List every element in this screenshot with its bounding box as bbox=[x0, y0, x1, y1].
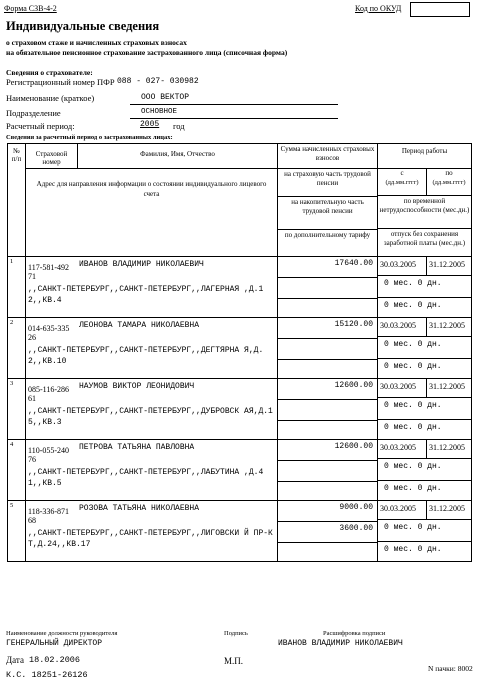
form-code: Форма СЗВ-4-2 bbox=[4, 4, 57, 13]
page-title: Индивидуальные сведения bbox=[6, 19, 160, 33]
leave-days: 0 мес. 0 дн. bbox=[384, 545, 442, 554]
col-to-format: (дд.мм.гггг) bbox=[432, 179, 466, 186]
disability-days: 0 мес. 0 дн. bbox=[378, 337, 471, 359]
person-address: ,,САНКТ-ПЕТЕРБУРГ,,САНКТ-ПЕТЕРБУРГ,,ЛАГЕРНАЯ ,Д.12,,КВ.4 bbox=[28, 285, 264, 305]
leave-days: 0 мес. 0 дн. bbox=[384, 484, 442, 493]
col-leave-header: отпуск без сохранения заработной платы (мес.дн.) bbox=[383, 230, 466, 247]
table-row bbox=[8, 379, 472, 440]
period-to: 31.12.2005 bbox=[429, 382, 465, 391]
row-number: 5 bbox=[8, 501, 26, 562]
period-suffix: год bbox=[173, 121, 185, 131]
period-value: 2005 bbox=[140, 120, 160, 129]
signature-label: Подпись bbox=[224, 630, 248, 637]
pack-number: N пачки: 8002 bbox=[428, 664, 473, 673]
sum-insurance: 15120.00 bbox=[278, 318, 377, 339]
disability-days: 0 мес. 0 дн. bbox=[378, 276, 471, 298]
sum-funded bbox=[278, 461, 377, 482]
person-address: ,,САНКТ-ПЕТЕРБУРГ,,САНКТ-ПЕТЕРБУРГ,,ЛИГОВСКИ Й ПР-КТ,Д.24,,КВ.17 bbox=[28, 529, 273, 549]
date-label: Дата bbox=[6, 655, 24, 665]
position-label: Наименование должности руководителя bbox=[6, 630, 118, 637]
row-number: 1 bbox=[8, 257, 26, 318]
row-number: 3 bbox=[8, 379, 26, 440]
sum-funded bbox=[278, 278, 377, 299]
insurance-number: 014-635-335 26 bbox=[28, 324, 70, 342]
position-value: ГЕНЕРАЛЬНЫЙ ДИРЕКТОР bbox=[6, 639, 103, 648]
table-row bbox=[8, 257, 472, 318]
person-fio: ПЕТРОВА ТАТЬЯНА ПАВЛОВНА bbox=[79, 443, 195, 452]
decode-label: Расшифровка подписи bbox=[323, 630, 386, 637]
table-row bbox=[8, 440, 472, 501]
stamp-place: М.П. bbox=[224, 656, 244, 666]
col-sum-insurance-header: на страховую часть трудовой пенсии bbox=[278, 169, 377, 197]
person-fio: РОЗОВА ТАТЬЯНА НИКОЛАЕВНА bbox=[79, 504, 200, 513]
period-to: 31.12.2005 bbox=[429, 260, 465, 269]
period-label: Расчетный период: bbox=[6, 121, 75, 131]
person-address: ,,САНКТ-ПЕТЕРБУРГ,,САНКТ-ПЕТЕРБУРГ,,ДЕГТЯРНА Я,Д.2,,КВ.10 bbox=[28, 346, 264, 366]
division-label: Подразделение bbox=[6, 108, 61, 118]
disability-days: 0 мес. 0 дн. bbox=[378, 459, 471, 481]
sum-additional bbox=[278, 543, 377, 561]
col-sum-funded-header: на накопительную часть трудовой пенсии bbox=[278, 197, 377, 230]
disability-days: 0 мес. 0 дн. bbox=[378, 398, 471, 420]
sum-insurance: 12600.00 bbox=[278, 379, 377, 400]
okud-box bbox=[410, 2, 470, 17]
reg-label: Регистрационный номер ПФР bbox=[6, 77, 115, 87]
person-fio: НАУМОВ ВИКТОР ЛЕОНИДОВИЧ bbox=[79, 382, 195, 391]
insurance-number: 110-055-240 76 bbox=[28, 446, 70, 464]
person-fio: ЛЕОНОВА ТАМАРА НИКОЛАЕВНА bbox=[79, 321, 200, 330]
sum-insurance: 17640.00 bbox=[278, 257, 377, 278]
row-number: 4 bbox=[8, 440, 26, 501]
name-value: ООО ВЕКТОР bbox=[141, 93, 190, 102]
persons-table bbox=[7, 143, 472, 562]
col-snils-header: Страховой номер bbox=[26, 144, 78, 169]
sum-additional bbox=[278, 482, 377, 500]
period-to: 31.12.2005 bbox=[429, 321, 465, 330]
col-address-header: Адрес для направления информации о состоянии индивидуального лицевого счета bbox=[26, 169, 278, 257]
insurance-number: 085-116-286 61 bbox=[28, 385, 70, 403]
sum-insurance: 9000.00 bbox=[278, 501, 377, 522]
col-to-header: по bbox=[445, 169, 453, 177]
reg-value: 088 - 027- 030982 bbox=[117, 77, 199, 86]
table-row bbox=[8, 501, 472, 562]
col-fio-header: Фамилия, Имя, Отчество bbox=[78, 144, 278, 169]
sum-additional bbox=[278, 421, 377, 439]
disability-days: 0 мес. 0 дн. bbox=[378, 520, 471, 542]
division-value: ОСНОВНОЕ bbox=[141, 108, 178, 116]
sum-funded bbox=[278, 400, 377, 421]
insurance-number: 118-336-871 68 bbox=[28, 507, 70, 525]
insurer-heading: Сведения о страхователе: bbox=[6, 68, 93, 77]
period-from: 30.03.2005 bbox=[378, 379, 427, 397]
period-from: 30.03.2005 bbox=[378, 501, 427, 519]
sum-additional bbox=[278, 360, 377, 378]
title-line1: о страховом стаже и начисленных страховых взносах bbox=[6, 38, 187, 47]
sum-funded: 3600.00 bbox=[278, 522, 377, 543]
table-row bbox=[8, 318, 472, 379]
col-from-format: (дд.мм.гггг) bbox=[385, 179, 419, 186]
insurance-number: 117-581-492 71 bbox=[28, 263, 70, 281]
title-line2: на обязательное пенсионное страхование застрахованного лица (списочная форма) bbox=[6, 48, 288, 57]
row-number: 2 bbox=[8, 318, 26, 379]
period-from: 30.03.2005 bbox=[378, 440, 427, 458]
okud-label: Код по ОКУД bbox=[355, 4, 402, 13]
col-sum-additional-header: по дополнительному тарифу bbox=[284, 231, 371, 239]
sum-funded bbox=[278, 339, 377, 360]
person-address: ,,САНКТ-ПЕТЕРБУРГ,,САНКТ-ПЕТЕРБУРГ,,ДУБРОВСК АЯ,Д.15,,КВ.3 bbox=[28, 407, 273, 427]
col-disability-header: по временной нетрудоспособности (мес.дн.) bbox=[378, 196, 471, 229]
leave-days: 0 мес. 0 дн. bbox=[384, 301, 442, 310]
date-value: 18.02.2006 bbox=[29, 655, 81, 665]
leave-days: 0 мес. 0 дн. bbox=[384, 362, 442, 371]
sum-insurance: 12600.00 bbox=[278, 440, 377, 461]
leave-days: 0 мес. 0 дн. bbox=[384, 423, 442, 432]
ks-code: К.С. 18251-26126 bbox=[6, 670, 88, 680]
sum-additional bbox=[278, 299, 377, 317]
col-from-header: с bbox=[400, 169, 404, 177]
period-from: 30.03.2005 bbox=[378, 257, 427, 275]
table-caption: Сведения за расчетный период о застрахованных лицах: bbox=[6, 134, 173, 141]
col-sum-header: Сумма начисленных страховых взносов bbox=[278, 144, 378, 169]
period-to: 31.12.2005 bbox=[429, 504, 465, 513]
period-to: 31.12.2005 bbox=[429, 443, 465, 452]
period-from: 30.03.2005 bbox=[378, 318, 427, 336]
decode-value: ИВАНОВ ВЛАДИМИР НИКОЛАЕВИЧ bbox=[278, 639, 403, 648]
person-fio: ИВАНОВ ВЛАДИМИР НИКОЛАЕВИЧ bbox=[79, 260, 204, 269]
col-period-header: Период работы bbox=[378, 144, 472, 169]
person-address: ,,САНКТ-ПЕТЕРБУРГ,,САНКТ-ПЕТЕРБУРГ,,ЛАБУТИНА ,Д.41,,КВ.5 bbox=[28, 468, 264, 488]
col-num-header: № п/п bbox=[8, 144, 26, 257]
name-label: Наименование (краткое) bbox=[6, 93, 95, 103]
